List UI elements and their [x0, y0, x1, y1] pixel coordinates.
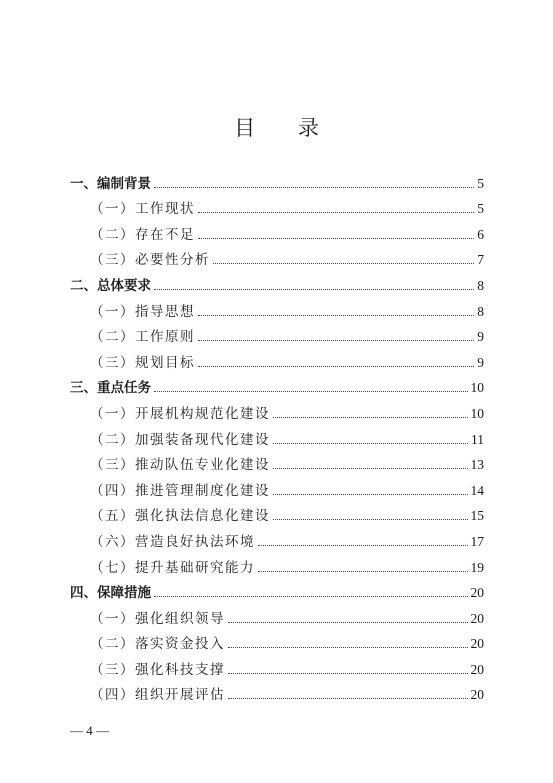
toc-entry-label: （六）营造良好执法环境 [90, 533, 255, 550]
toc-entry-page-number: 5 [477, 175, 484, 191]
toc-entry-label: （二）工作原则 [90, 329, 195, 346]
toc-entry-page-number: 20 [470, 636, 484, 652]
toc-entry-page-number: 20 [470, 610, 484, 626]
table-of-contents [70, 166, 484, 703]
dot-leader [213, 263, 474, 264]
toc-entry-label: （一）强化组织领导 [90, 610, 225, 627]
toc-entry-page-number: 8 [477, 277, 484, 293]
dot-leader [273, 443, 468, 444]
dot-leader [228, 622, 468, 623]
toc-entry-label: （一）指导思想 [90, 303, 195, 320]
toc-entry-page-number: 11 [471, 431, 484, 447]
toc-entry-page-number: 6 [477, 226, 484, 242]
toc-entry-label: （二）存在不足 [90, 226, 195, 243]
toc-subsection-entry[interactable] [70, 345, 484, 371]
dot-leader [273, 494, 468, 495]
page-number-footer: — 4 — [70, 723, 109, 738]
toc-section-entry[interactable] [70, 371, 484, 397]
toc-subsection-entry[interactable] [70, 396, 484, 422]
toc-entry-page-number: 9 [477, 354, 484, 370]
toc-entry-page-number: 17 [470, 533, 484, 549]
toc-subsection-entry[interactable] [70, 524, 484, 550]
toc-subsection-entry[interactable] [70, 422, 484, 448]
toc-entry-page-number: 15 [470, 508, 484, 524]
dot-leader [198, 366, 474, 367]
toc-subsection-entry[interactable] [70, 473, 484, 499]
toc-entry-label: （一）开展机构规范化建设 [90, 405, 270, 422]
toc-subsection-entry[interactable] [70, 499, 484, 525]
toc-entry-page-number: 7 [477, 252, 484, 268]
dot-leader [258, 545, 468, 546]
dot-leader [198, 212, 474, 213]
toc-subsection-entry[interactable] [70, 627, 484, 653]
toc-entry-page-number: 14 [470, 482, 484, 498]
toc-entry-label: （二）落实资金投入 [90, 636, 225, 653]
dot-leader [154, 187, 474, 188]
toc-entry-page-number: 13 [470, 457, 484, 473]
toc-entry-page-number: 5 [477, 201, 484, 217]
toc-entry-label: （三）推动队伍专业化建设 [90, 457, 270, 474]
toc-subsection-entry[interactable] [70, 652, 484, 678]
toc-entry-label: （三）强化科技支撑 [90, 661, 225, 678]
toc-entry-page-number: 9 [477, 329, 484, 345]
toc-subsection-entry[interactable] [70, 243, 484, 269]
toc-section-entry[interactable] [70, 166, 484, 192]
toc-entry-page-number: 8 [477, 303, 484, 319]
dot-leader [198, 238, 474, 239]
toc-entry-label: （一）工作现状 [90, 201, 195, 218]
toc-entry-label: （三）规划目标 [90, 354, 195, 371]
toc-subsection-entry[interactable] [70, 448, 484, 474]
toc-entry-label: 三、重点任务 [70, 380, 151, 397]
dot-leader [228, 673, 468, 674]
toc-entry-label: 一、编制背景 [70, 175, 151, 192]
toc-subsection-entry[interactable] [70, 550, 484, 576]
dot-leader [198, 315, 474, 316]
toc-section-entry[interactable] [70, 268, 484, 294]
toc-entry-label: （四）组织开展评估 [90, 687, 225, 704]
toc-subsection-entry[interactable] [70, 217, 484, 243]
toc-entry-label: （七）提升基础研究能力 [90, 559, 255, 576]
toc-entry-page-number: 20 [470, 661, 484, 677]
toc-section-entry[interactable] [70, 576, 484, 602]
toc-entry-label: （四）推进管理制度化建设 [90, 482, 270, 499]
dot-leader [273, 519, 468, 520]
toc-entry-page-number: 20 [470, 687, 484, 703]
toc-title: 目 录 [234, 116, 337, 140]
toc-subsection-entry[interactable] [70, 678, 484, 704]
toc-entry-label: 四、保障措施 [70, 585, 151, 602]
dot-leader [273, 468, 468, 469]
toc-entry-label: （二）加强装备现代化建设 [90, 431, 270, 448]
toc-entry-page-number: 19 [470, 559, 484, 575]
dot-leader [154, 391, 468, 392]
toc-subsection-entry[interactable] [70, 192, 484, 218]
dot-leader [258, 571, 468, 572]
dot-leader [154, 289, 474, 290]
toc-subsection-entry[interactable] [70, 601, 484, 627]
dot-leader [228, 647, 468, 648]
toc-entry-label: 二、总体要求 [70, 277, 151, 294]
toc-entry-page-number: 20 [470, 585, 484, 601]
dot-leader [228, 698, 468, 699]
toc-entry-page-number: 10 [470, 405, 484, 421]
toc-subsection-entry[interactable] [70, 294, 484, 320]
toc-subsection-entry[interactable] [70, 320, 484, 346]
toc-entry-label: （三）必要性分析 [90, 252, 210, 269]
dot-leader [198, 340, 474, 341]
toc-entry-page-number: 10 [470, 380, 484, 396]
toc-entry-label: （五）强化执法信息化建设 [90, 508, 270, 525]
dot-leader [273, 417, 468, 418]
dot-leader [154, 596, 468, 597]
